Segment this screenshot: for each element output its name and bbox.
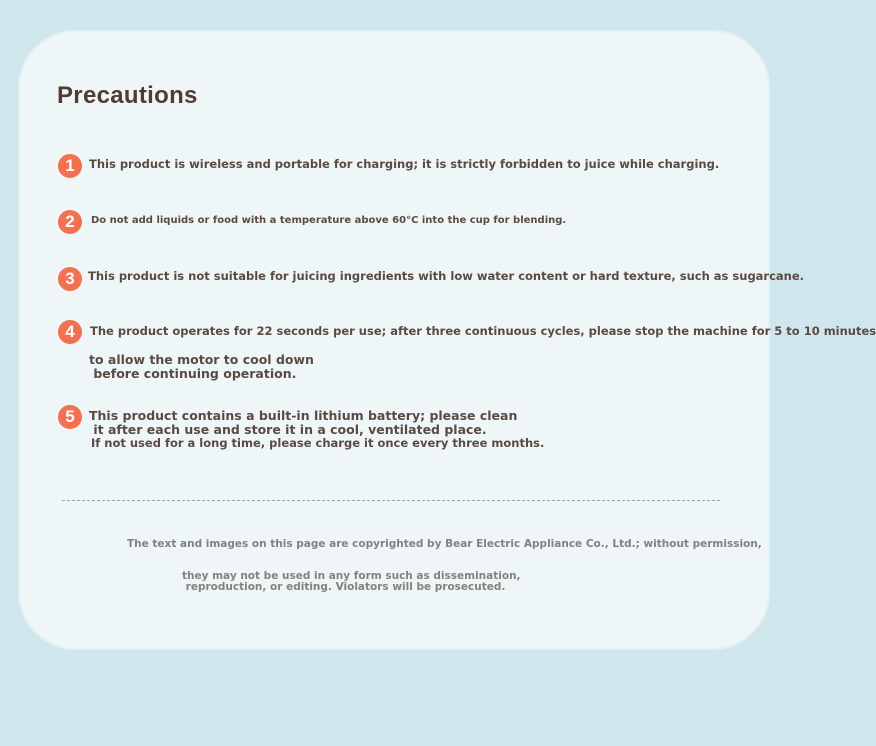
copyright-line-2: they may not be used in any form such as dissemination, (182, 570, 521, 582)
page-title: Precautions (57, 82, 198, 109)
precaution-item-2 (58, 210, 790, 236)
number-badge: 1 (58, 154, 82, 178)
precaution-text-line-3: If not used for a long time, please charge it once every three months. (91, 436, 545, 450)
copyright-line-3: reproduction, or editing. Violators will be prosecuted. (182, 581, 506, 593)
precaution-item-4 (58, 320, 876, 384)
copyright-line-1: The text and images on this page are copyrighted by Bear Electric Appliance Co., Ltd.; without permission, (127, 538, 762, 550)
precaution-item-1 (58, 154, 790, 180)
number-badge: 2 (58, 210, 82, 234)
precaution-text: This product is not suitable for juicing ingredients with low water content or hard texture, such as sugarcane. (88, 269, 805, 283)
number-badge: 3 (58, 267, 82, 291)
precaution-text-line-3: before continuing operation. (89, 366, 297, 381)
precaution-item-5 (58, 405, 790, 455)
dashed-divider (62, 500, 720, 501)
precaution-text-line-1: The product operates for 22 seconds per use; after three continuous cycles, please stop the machine for 5 to 10 minutes (90, 324, 876, 338)
number-badge: 5 (58, 405, 82, 429)
precaution-item-3 (58, 267, 805, 293)
precaution-text: Do not add liquids or food with a temperature above 60°C into the cup for blending. (91, 215, 567, 226)
number-badge: 4 (58, 320, 82, 344)
precaution-text-line-2: to allow the motor to cool down (89, 352, 314, 367)
precaution-text-line-1: This product contains a built-in lithium battery; please clean (89, 408, 518, 423)
precaution-text: This product is wireless and portable for charging; it is strictly forbidden to juice while charging. (89, 157, 720, 171)
precaution-text-line-2: it after each use and store it in a cool, ventilated place. (89, 422, 487, 437)
